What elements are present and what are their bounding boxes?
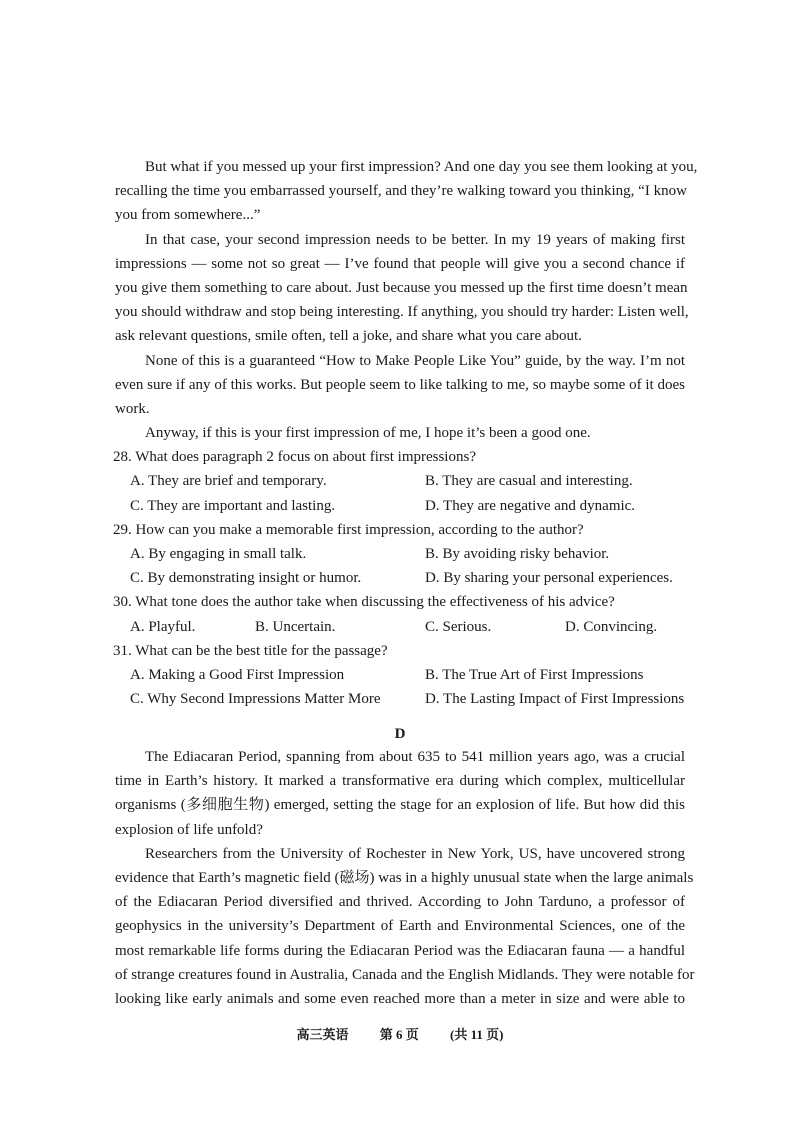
footer-page-number: 第 6 页 — [379, 1027, 419, 1042]
option-b: B. They are casual and interesting. — [425, 473, 633, 490]
options-row — [115, 494, 685, 518]
option-b: B. Uncertain. — [255, 618, 336, 635]
option-a: A. Making a Good First Impression — [130, 666, 345, 683]
passage-c-continuation — [113, 155, 698, 711]
text-line: evidence that Earth’s magnetic field (磁场) was in a highly unusual state when the large animals — [115, 869, 694, 886]
text-line: of the Ediacaran Period diversified and thrived. According to John Tarduno, a professor of — [115, 894, 685, 911]
text-line: organisms (多细胞生物) emerged, setting the stage for an explosion of life. But how did this — [115, 797, 685, 814]
paragraph — [115, 349, 685, 422]
options-row — [115, 469, 685, 493]
question-28 — [115, 445, 685, 518]
option-c: C. Serious. — [425, 618, 492, 635]
text-line: The Ediacaran Period, spanning from about 635 to 541 million years ago, was a crucial — [145, 749, 685, 765]
option-c: C. By demonstrating insight or humor. — [130, 570, 362, 587]
question-stem: 29. How can you make a memorable first impression, according to the author? — [113, 521, 584, 538]
question-31 — [115, 639, 685, 712]
option-b: B. By avoiding risky behavior. — [425, 546, 610, 562]
option-d: D. Convincing. — [565, 618, 658, 635]
text-line: explosion of life unfold? — [115, 821, 263, 838]
text-line: time in Earth’s history. It marked a transformative era during which complex, multicellular — [115, 773, 685, 790]
option-b: B. The True Art of First Impressions — [425, 666, 644, 683]
text-line: impressions — some not so great — I’ve found that people will give you a second chance if — [115, 255, 685, 272]
option-a: A. By engaging in small talk. — [130, 546, 307, 562]
text-line: Researchers from the University of Rochester in New York, US, have uncovered strong — [145, 845, 685, 862]
question-stem: 30. What tone does the author take when discussing the effectiveness of his advice? — [113, 594, 615, 611]
paragraph — [115, 745, 685, 842]
text-line: None of this is a guaranteed “How to Make People Like You” guide, by the way. I’m not — [145, 352, 685, 369]
footer-total-pages: (共 11 页) — [450, 1027, 504, 1042]
text-line: most remarkable life forms during the Ediacaran Period was the Ediacaran fauna — a handful — [115, 942, 685, 959]
options-row — [115, 566, 685, 590]
text-line: looking like early animals and some even reached more than a meter in size and were able to — [115, 990, 685, 1007]
question-29 — [115, 518, 685, 591]
option-a: A. They are brief and temporary. — [130, 473, 327, 490]
text-line: Anyway, if this is your first impression of me, I hope it’s been a good one. — [145, 425, 591, 442]
option-c: C. They are important and lasting. — [130, 497, 336, 514]
passage-d — [115, 745, 695, 1011]
paragraph — [115, 842, 695, 1011]
text-line: you give them something to care about. Just because you messed up the first time doesn’t mean — [115, 279, 688, 296]
question-30 — [115, 590, 685, 638]
text-line: But what if you messed up your first impression? And one day you see them looking at you, — [145, 159, 698, 175]
text-line: of strange creatures found in Australia, Canada and the English Midlands. They were notable for — [115, 966, 695, 983]
paragraph — [115, 421, 685, 445]
options-row — [115, 615, 685, 639]
options-row — [115, 542, 685, 566]
text-line: you from somewhere...” — [115, 207, 261, 224]
options-row — [115, 687, 685, 711]
paragraph — [115, 228, 689, 349]
text-line: recalling the time you embarrassed yourself, and they’re walking toward you thinking, “I know — [115, 183, 687, 200]
text-line: ask relevant questions, smile often, tell a joke, and share what you care about. — [115, 328, 582, 345]
option-d: D. The Lasting Impact of First Impressions — [425, 691, 685, 708]
option-a: A. Playful. — [130, 618, 196, 635]
text-line: geophysics in the university’s Department of Earth and Environmental Sciences, one of the — [115, 918, 685, 935]
option-d: D. They are negative and dynamic. — [425, 497, 636, 514]
paragraph — [115, 155, 698, 228]
section-heading-d: D — [394, 726, 406, 742]
question-stem: 28. What does paragraph 2 focus on about first impressions? — [113, 449, 476, 466]
option-c: C. Why Second Impressions Matter More — [130, 691, 381, 708]
text-line: work. — [115, 400, 150, 417]
footer-subject: 高三英语 — [296, 1027, 349, 1042]
text-line: even sure if any of this works. But people seem to like talking to me, so maybe some of it does — [115, 376, 685, 393]
options-row — [115, 663, 685, 687]
question-stem: 31. What can be the best title for the passage? — [113, 642, 388, 659]
page-footer — [0, 1024, 800, 1046]
option-d: D. By sharing your personal experiences. — [425, 570, 673, 587]
text-line: In that case, your second impression needs to be better. In my 19 years of making first — [145, 231, 685, 248]
text-line: you should withdraw and stop being interesting. If anything, you should try harder: Listen well, — [115, 304, 689, 321]
